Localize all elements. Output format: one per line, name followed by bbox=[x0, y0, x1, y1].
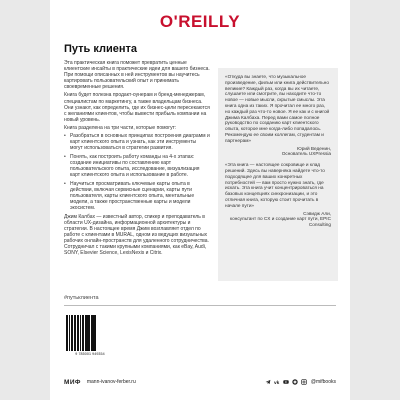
barcode-bar bbox=[96, 315, 97, 351]
quote-role: консультант по CX и создание карт пути, EPIC Consulting bbox=[230, 216, 331, 228]
footer bbox=[64, 377, 336, 387]
testimonial bbox=[225, 74, 331, 157]
quote-text: «Откуда вы знаете, что музыкальное произведение, фильм или книга действительно великие? Каждый раз, когда вы их читаете, слушаете или смотрите, вы находите что-то новое — новые мысли, скрытые смыслы. Эта книга одна из таких. Я прочитал ее много раз, но каждый раз что-то новое. Я ее как и с книгой Джима Калбаха. Перед вами самое полное руководство по созданию карт клиентского опыта, которое мне когда-либо попадалось. Рекомендую ее своим коллегам, студентам и партнерам» bbox=[225, 74, 330, 143]
social-icons bbox=[265, 379, 307, 385]
book-back-cover bbox=[50, 0, 350, 400]
feature-item: • Разобраться в основных принципах построения диаграмм и карт клиентского опыта и узнать, как эти инструменты могут использоваться в стратегии развития. bbox=[64, 133, 210, 151]
publisher-logo: O'REILLY bbox=[159, 12, 241, 31]
hashtag: #путьклиента bbox=[64, 295, 99, 301]
publisher-mark: МИФ bbox=[64, 378, 81, 386]
testimonials-panel bbox=[218, 68, 338, 281]
barcode-bars bbox=[66, 315, 114, 351]
social-handle[interactable]: @mifbooks bbox=[310, 379, 336, 385]
feature-item: • Понять, как построить работу команды на 4-х этапах: создание инициативы по составлению карт пользовательского опыта, исследование, визуализация карт клиентского опыта и использование в работе. bbox=[64, 154, 210, 178]
dzen-icon[interactable] bbox=[292, 379, 298, 385]
telegram-icon[interactable] bbox=[265, 379, 271, 385]
youtube-icon[interactable] bbox=[283, 379, 289, 385]
intro-paragraph: Книга будет полезна продакт-оунерам и бренд-менеджерам, специалистам по маркетингу, а также владельцам бизнеса. Они узнают, как определить, где их бизнес-цели пересекаются с желаниями клиентов, чтобы вывести прибыль компании на новый уровень. bbox=[64, 92, 210, 123]
feature-list bbox=[64, 133, 210, 211]
svg-text:vk: vk bbox=[273, 380, 280, 385]
quote-attribution bbox=[225, 146, 331, 158]
quote-author: Сэвидж Али, bbox=[303, 210, 331, 216]
isbn-barcode bbox=[64, 315, 116, 363]
quote-role: Основатель UXPressia bbox=[281, 151, 331, 157]
divider bbox=[64, 305, 336, 306]
isbn-number: 9 785001 949354 bbox=[75, 352, 105, 356]
quote-text: «Эта книга — настоящее сокровище и клад решений. Здесь вы наверняка найдете что-то подходящее для ваших конкретных потребностей — вам просто нужно знать, где искать. Эта книга учит концентрироваться на базовых концепциях синхронизации, и это отличная книга, которую стоит прочитать в начале пути» bbox=[225, 162, 325, 208]
testimonial bbox=[225, 162, 331, 228]
intro-paragraph: Книга разделена на три части, которые помогут: bbox=[64, 124, 177, 131]
instagram-icon[interactable] bbox=[301, 379, 307, 385]
description-column bbox=[64, 60, 210, 258]
author-bio: Джим Калбах — известный автор, спикер и преподаватель в области UX-дизайна, информационной архитектуры и стратегии. В настоящее время Джим возглавляет отдел по работе с клиентами в MURAL, одном из ведущих визуальных рабочих онлайн-пространств для удаленного сотрудничества. Сотрудничал с такими крупными компаниями, как eBay, Audi, SONY, Elsevier Science, LexisNexis и Citrix. bbox=[64, 213, 209, 257]
intro-paragraph: Эта практическая книга поможет превратить ценные клиентские инсайты в практические идеи для вашего бизнеса. При помощи описанных в ней инструментов вы научитесь картировать пользовательский опыт и принимать своевременные решения. bbox=[64, 60, 210, 91]
publisher-website[interactable]: mann-ivanov-ferber.ru bbox=[86, 379, 136, 385]
feature-item: • Научиться просматривать ключевые карты опыта в действии, включая сервисные сценарии, карты пути пользователя, карты клиентского опыта, ментальные модели, а также пространственные карты и модели экосистем. bbox=[64, 181, 210, 211]
vk-icon[interactable] bbox=[274, 379, 280, 385]
book-title: Путь клиента bbox=[64, 43, 138, 55]
quote-attribution bbox=[225, 211, 331, 228]
quote-author: Юрий Веденин, bbox=[297, 145, 331, 151]
